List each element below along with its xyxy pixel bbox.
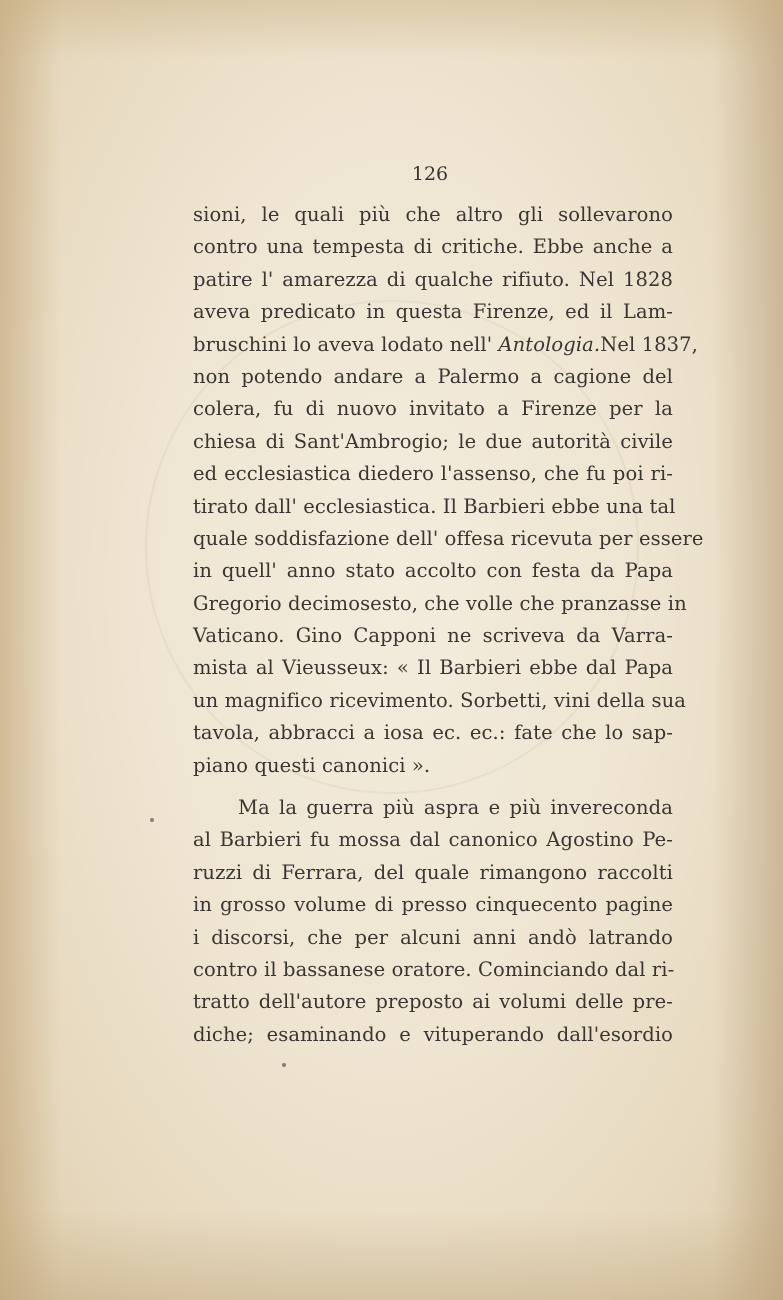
page-edge-shadow-left bbox=[0, 0, 60, 1300]
text-line: piano questi canonici ». bbox=[193, 753, 431, 777]
text-line: sioni, le quali più che altro gli sollevarono bbox=[193, 203, 673, 226]
text-line: chiesa di Sant'Ambrogio; le due autorità civile bbox=[193, 429, 673, 453]
text-line: diche; esaminando e vituperando dall'esordio bbox=[193, 1022, 673, 1046]
page-edge-shadow-top bbox=[0, 0, 783, 60]
text-line: Ma la guerra più aspra e più invereconda bbox=[238, 796, 673, 820]
text-line: tirato dall' ecclesiastica. Il Barbieri ebbe una tal bbox=[193, 494, 676, 518]
body-text bbox=[193, 199, 704, 1051]
text-line: tratto dell'autore preposto ai volumi delle pre- bbox=[193, 990, 673, 1014]
text-line: ruzzi di Ferrara, del quale rimangono raccolti bbox=[193, 860, 673, 884]
text-line: Vaticano. Gino Capponi ne scriveva da Varra- bbox=[193, 624, 673, 648]
text-line: in quell' anno stato accolto con festa da Papa bbox=[193, 559, 673, 583]
text-line: contro il bassanese oratore. Cominciando dal ri- bbox=[193, 957, 675, 981]
text-line: i discorsi, che per alcuni anni andò latrando bbox=[193, 925, 673, 949]
text-line: Gregorio decimosesto, che volle che pranzasse in bbox=[193, 591, 687, 615]
text-line: colera, fu di nuovo invitato a Firenze per la bbox=[193, 397, 673, 421]
text-line: patire l' amarezza di qualche rifiuto. Nel 1828 bbox=[193, 267, 673, 291]
text-segment: bruschini lo aveva lodato nell' bbox=[193, 332, 499, 356]
text-line bbox=[193, 329, 698, 361]
italic-title: Antologia. bbox=[498, 332, 601, 356]
ink-speck bbox=[150, 818, 154, 822]
text-line: tavola, abbracci a iosa ec. ec.: fate che lo sap- bbox=[193, 721, 673, 745]
text-line: contro una tempesta di critiche. Ebbe anche a bbox=[193, 235, 673, 259]
page-edge-shadow-bottom bbox=[0, 1210, 783, 1300]
page-edge-shadow-right bbox=[713, 0, 783, 1300]
text-line: mista al Vieusseux: « Il Barbieri ebbe dal Papa bbox=[193, 656, 673, 680]
ink-speck bbox=[282, 1063, 286, 1067]
text-line: quale soddisfazione dell' offesa ricevuta per essere bbox=[193, 526, 704, 550]
text-line: aveva predicato in questa Firenze, ed il Lam- bbox=[193, 300, 673, 324]
text-line: in grosso volume di presso cinquecento pagine bbox=[193, 893, 673, 917]
text-line: ed ecclesiastica diedero l'assenso, che fu poi ri- bbox=[193, 462, 673, 486]
text-segment: Nel 1837, bbox=[600, 332, 698, 356]
text-line: un magnifico ricevimento. Sorbetti, vini della sua bbox=[193, 688, 687, 712]
text-line: al Barbieri fu mossa dal canonico Agostino Pe- bbox=[193, 828, 673, 852]
text-line: non potendo andare a Palermo a cagione del bbox=[193, 364, 673, 388]
page-number: 126 bbox=[411, 163, 449, 185]
